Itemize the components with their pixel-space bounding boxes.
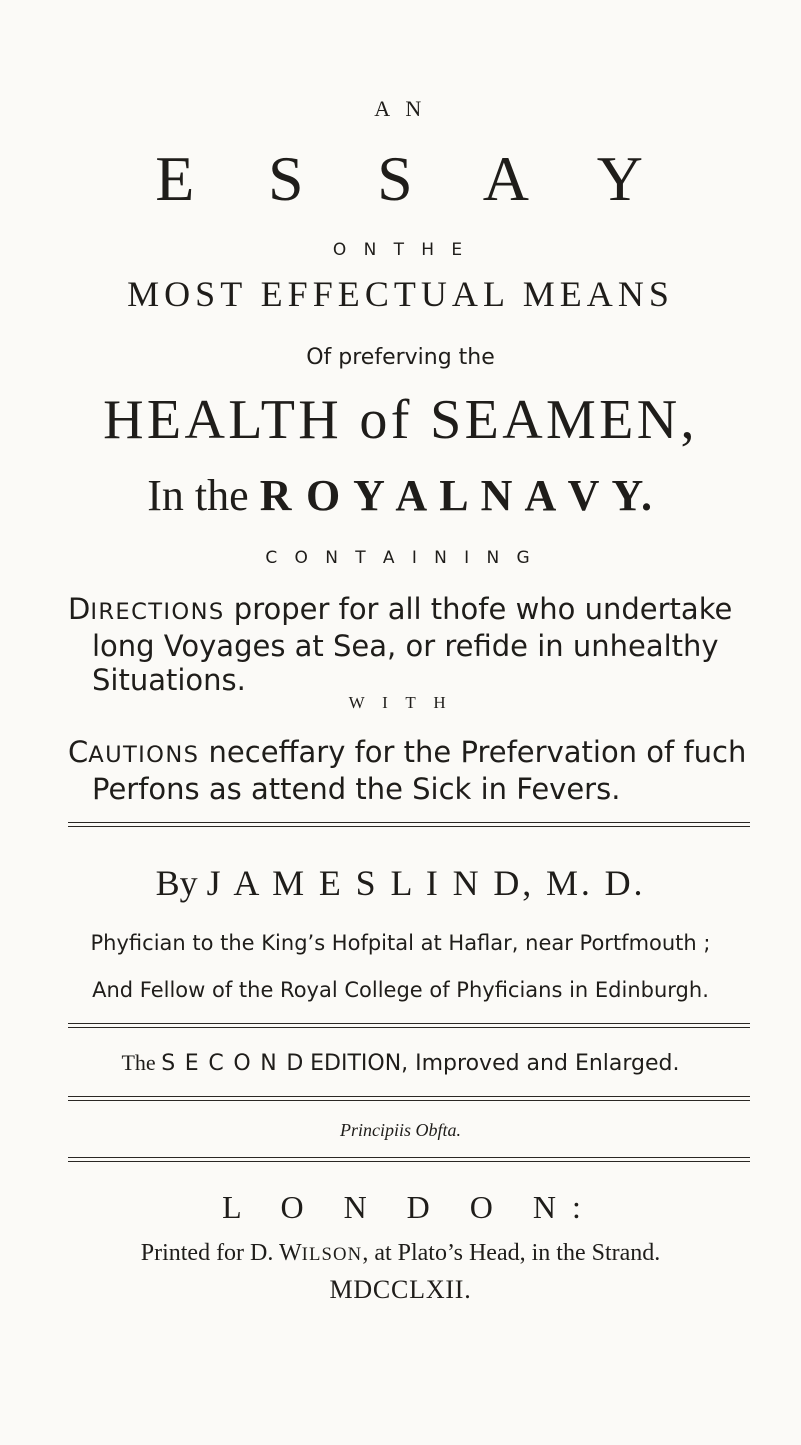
containing-label: C O N T A I N I N G bbox=[265, 548, 536, 568]
royal-navy-name: R O Y A L N A V Y. bbox=[259, 471, 654, 520]
subtitle-of-preserving: Of preferving the bbox=[306, 345, 495, 370]
edition-word: S E C O N D bbox=[161, 1051, 305, 1076]
author-name: J A M E S L I N D, M. D. bbox=[206, 863, 646, 903]
directions-line-1: DIRECTIONS proper for all thofe who undertake bbox=[68, 592, 733, 626]
rule-after-motto bbox=[68, 1157, 750, 1158]
author-position: Phyfician to the King’s Hofpital at Haflar, near Portfmouth ; bbox=[90, 931, 711, 955]
imprint-date: MDCCLXII. bbox=[329, 1275, 472, 1304]
cautions-lead: CAUTIONS bbox=[68, 735, 200, 769]
subtitle-most-effectual-means: MOST EFFECTUAL MEANS bbox=[127, 274, 674, 314]
title-health-of-seamen: HEALTH of SEAMEN, bbox=[103, 389, 698, 451]
rule-after-edition bbox=[68, 1096, 750, 1097]
edition-prefix: The bbox=[121, 1050, 156, 1075]
directions-paragraph bbox=[68, 592, 748, 697]
header-an: A N bbox=[374, 96, 427, 121]
cautions-line-1: CAUTIONS neceffary for the Prefervation of fuch bbox=[68, 735, 747, 769]
directions-lead: DIRECTIONS bbox=[68, 592, 225, 626]
edition-rest: EDITION, Improved and Enlarged. bbox=[310, 1051, 680, 1076]
imprint-printer: Printed for D. WILSON, at Plato’s Head, in the Strand. bbox=[140, 1240, 661, 1266]
title-essay: E S S A Y bbox=[155, 143, 672, 214]
rule-after-cautions bbox=[68, 822, 750, 823]
cautions-line-2: Perfons as attend the Sick in Fevers. bbox=[92, 772, 621, 806]
author-fellowship: And Fellow of the Royal College of Phyficians in Edinburgh. bbox=[92, 978, 709, 1002]
motto: Principiis Obfta. bbox=[340, 1120, 461, 1140]
imprint-publisher-name: WILSON bbox=[278, 1240, 363, 1266]
edition-line bbox=[0, 1050, 801, 1076]
subtitle-on-the: O N T H E bbox=[332, 240, 469, 260]
directions-line-3: Situations. bbox=[92, 663, 246, 697]
cautions-paragraph bbox=[68, 735, 748, 806]
title-royal-navy bbox=[0, 470, 801, 521]
author-line bbox=[0, 862, 801, 904]
imprint-london: L O N D O N: bbox=[222, 1189, 597, 1225]
rule-after-author bbox=[68, 1023, 750, 1024]
with-label: W I T H bbox=[348, 693, 453, 712]
royal-navy-prefix: In the bbox=[147, 471, 249, 520]
directions-line-2: long Voyages at Sea, or refide in unhealthy bbox=[92, 629, 719, 663]
by-label: By bbox=[155, 863, 198, 903]
